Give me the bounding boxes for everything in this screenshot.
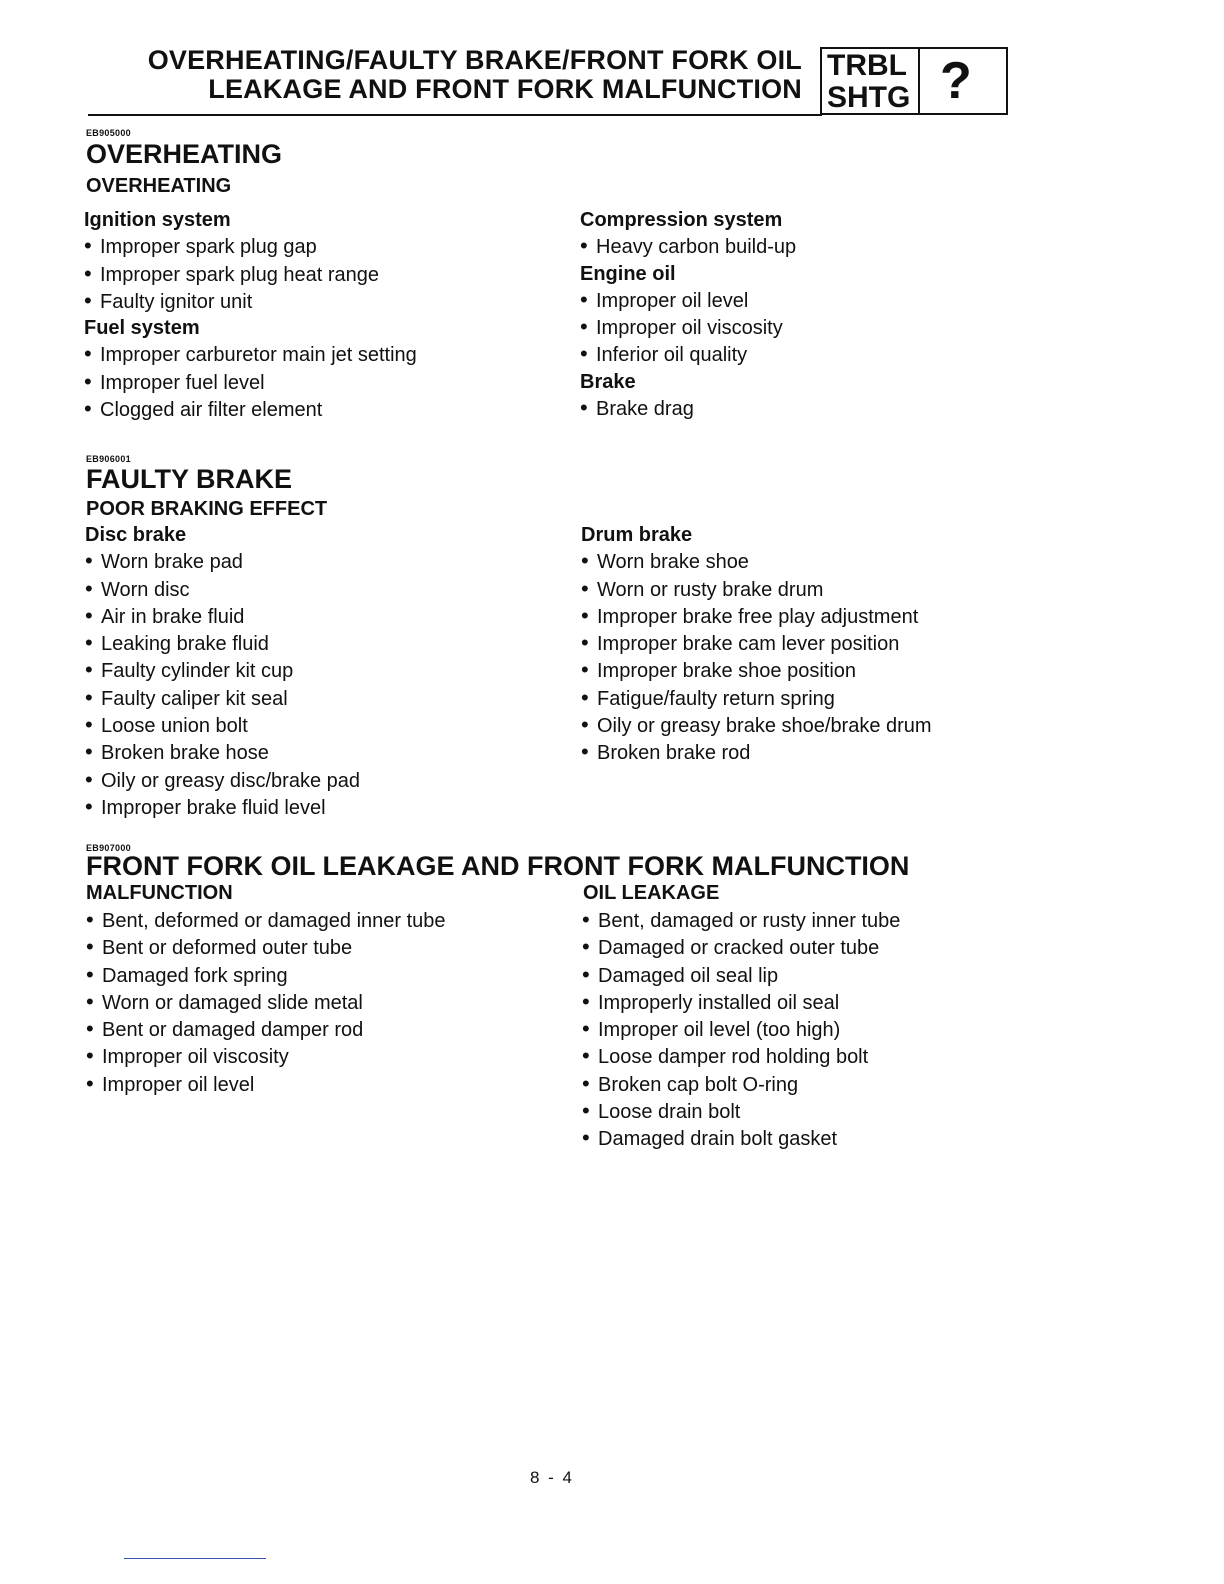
category-heading: Engine oil	[580, 262, 676, 285]
subtitle-malfunction: MALFUNCTION	[86, 882, 233, 904]
list-item: • Damaged or cracked outer tube	[582, 934, 900, 961]
list-item: • Improperly installed oil seal	[582, 989, 900, 1016]
brake-left-column	[85, 522, 360, 821]
section-code-overheating: EB905000	[86, 128, 131, 138]
list-item: • Loose drain bolt	[582, 1098, 900, 1125]
list-item: • Improper oil level (too high)	[582, 1016, 900, 1043]
list-item: • Faulty ignitor unit	[84, 288, 417, 315]
list-item: • Faulty caliper kit seal	[85, 685, 360, 712]
category-heading: Fuel system	[84, 317, 200, 340]
list-item: • Air in brake fluid	[85, 603, 360, 630]
list-item: • Damaged oil seal lip	[582, 962, 900, 989]
list-item: • Improper brake fluid level	[85, 794, 360, 821]
list-item: • Improper spark plug heat range	[84, 261, 417, 288]
fork-left-column	[86, 907, 446, 1098]
list-item: • Brake drag	[580, 395, 796, 422]
list-item: • Improper carburetor main jet setting	[84, 341, 417, 368]
category-heading: Disc brake	[85, 524, 187, 546]
list-item: • Heavy carbon build-up	[580, 233, 796, 260]
list-item: • Improper oil viscosity	[86, 1043, 446, 1070]
cause-list	[84, 233, 417, 315]
list-item: • Loose damper rod holding bolt	[582, 1043, 900, 1070]
section-tab-box	[820, 47, 1008, 115]
list-item: • Improper oil viscosity	[580, 314, 796, 341]
list-item: • Oily or greasy brake shoe/brake drum	[581, 712, 932, 739]
list-item: • Oily or greasy disc/brake pad	[85, 767, 360, 794]
cause-list	[86, 907, 446, 1098]
cause-list	[581, 548, 932, 766]
list-item: • Bent or damaged damper rod	[86, 1016, 446, 1043]
list-item: • Fatigue/faulty return spring	[581, 685, 932, 712]
list-item: • Damaged fork spring	[86, 962, 446, 989]
list-item: • Improper brake cam lever position	[581, 630, 932, 657]
list-item: • Improper spark plug gap	[84, 233, 417, 260]
list-item: • Improper brake shoe position	[581, 657, 932, 684]
list-item: • Worn or damaged slide metal	[86, 989, 446, 1016]
tab-code-line1: TRBL	[827, 49, 907, 82]
category-heading: Compression system	[580, 209, 783, 231]
cause-list	[84, 341, 417, 423]
list-item: • Worn disc	[85, 576, 360, 603]
header-title-line2: LEAKAGE AND FRONT FORK MALFUNCTION	[208, 74, 802, 104]
list-item: • Broken brake hose	[85, 739, 360, 766]
category-heading: Brake	[580, 370, 636, 393]
list-item: • Leaking brake fluid	[85, 630, 360, 657]
cause-list	[580, 233, 796, 260]
list-item: • Improper fuel level	[84, 369, 417, 396]
section-title-front-fork: FRONT FORK OIL LEAKAGE AND FRONT FORK MALFUNCTION	[86, 851, 910, 881]
tab-code-line2: SHTG	[827, 81, 911, 114]
category-heading: Drum brake	[581, 524, 693, 546]
section-code-front-fork: EB907000	[86, 843, 131, 853]
list-item: • Bent, deformed or damaged inner tube	[86, 907, 446, 934]
list-item: • Loose union bolt	[85, 712, 360, 739]
list-item: • Improper oil level	[86, 1071, 446, 1098]
page-number: 8 - 4	[529, 1468, 575, 1487]
list-item: • Faulty cylinder kit cup	[85, 657, 360, 684]
list-item: • Damaged drain bolt gasket	[582, 1125, 900, 1152]
footer-rule	[124, 1558, 266, 1559]
cause-list	[580, 287, 796, 369]
tab-divider	[918, 49, 920, 113]
subtitle-faulty-brake: POOR BRAKING EFFECT	[86, 498, 328, 520]
section-title-faulty-brake: FAULTY BRAKE	[86, 464, 293, 494]
list-item: • Bent, damaged or rusty inner tube	[582, 907, 900, 934]
header-title-line1: OVERHEATING/FAULTY BRAKE/FRONT FORK OIL	[147, 45, 802, 75]
question-mark-icon: ?	[940, 52, 972, 110]
cause-list	[582, 907, 900, 1153]
list-item: • Bent or deformed outer tube	[86, 934, 446, 961]
brake-right-column	[581, 522, 932, 767]
list-item: • Improper brake free play adjustment	[581, 603, 932, 630]
cause-list	[85, 548, 360, 821]
overheating-right-column	[580, 207, 796, 422]
overheating-left-column	[84, 207, 417, 423]
list-item: • Improper oil level	[580, 287, 796, 314]
subtitle-overheating: OVERHEATING	[86, 175, 232, 197]
category-heading: Ignition system	[84, 209, 231, 231]
section-title-overheating: OVERHEATING	[86, 139, 283, 169]
list-item: • Worn brake shoe	[581, 548, 932, 575]
fork-right-column	[582, 907, 900, 1153]
subtitle-oil-leakage: OIL LEAKAGE	[583, 882, 720, 904]
list-item: • Broken cap bolt O-ring	[582, 1071, 900, 1098]
section-code-faulty-brake: EB906001	[86, 454, 131, 464]
page-header-title	[90, 46, 802, 104]
list-item: • Inferior oil quality	[580, 341, 796, 368]
list-item: • Clogged air filter element	[84, 396, 417, 423]
list-item: • Broken brake rod	[581, 739, 932, 766]
cause-list	[580, 395, 796, 422]
list-item: • Worn or rusty brake drum	[581, 576, 932, 603]
list-item: • Worn brake pad	[85, 548, 360, 575]
header-rule	[88, 114, 822, 116]
